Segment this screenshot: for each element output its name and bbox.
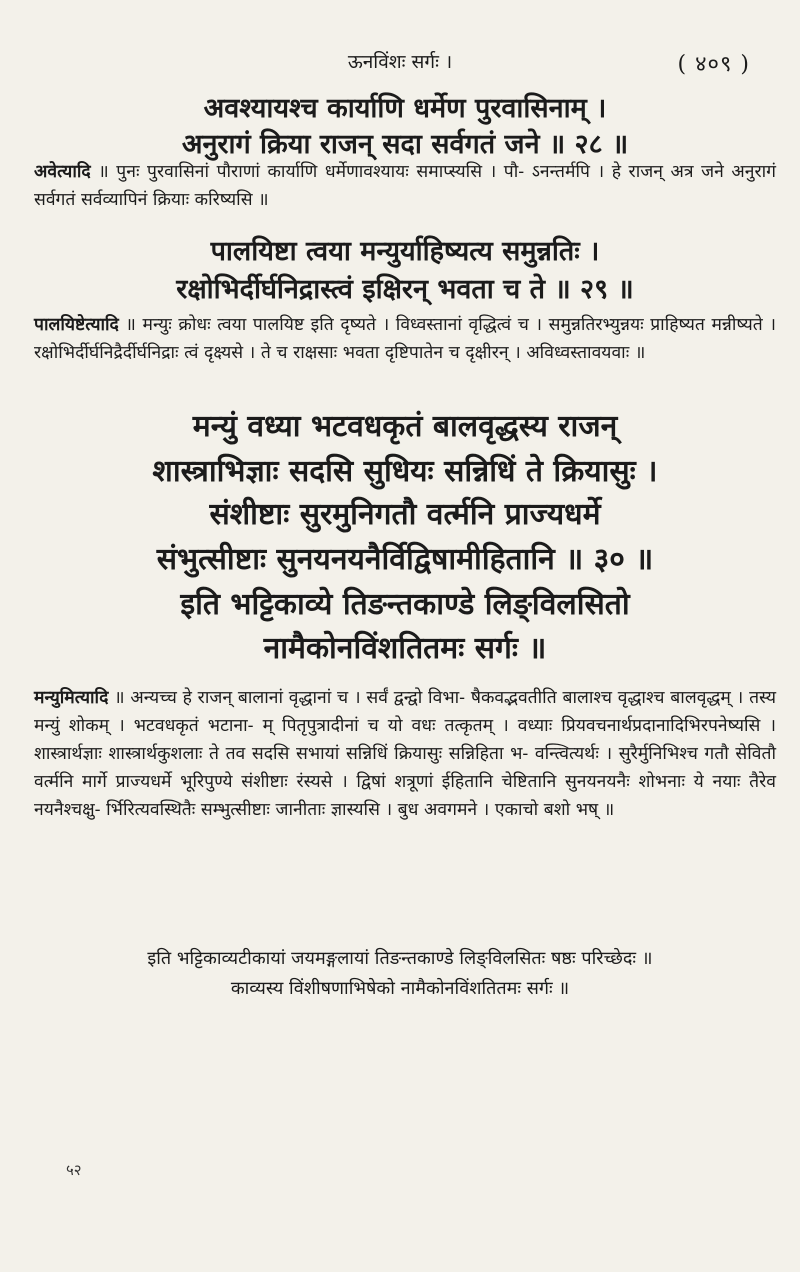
- commentary-colophon-line-1: इति भट्टिकाव्यटीकायां जयमङ्गलायां तिङन्तकाण्डे लिङ्विलसितः षष्ठः परिच्छेदः ॥: [147, 948, 653, 969]
- verse-30-line-1: पालयिष्टा त्वया मन्युर्याहिष्यत्य समुन्नतिः ।: [210, 236, 600, 267]
- page-number: ( ४०९ ): [677, 52, 750, 77]
- verse-31-line-2: शास्त्राभिज्ञाः सदसि सुधियः सन्निधिं ते क्रियासुः ।: [152, 454, 658, 489]
- canto-colophon-line-1: इति भट्टिकाव्ये तिङन्तकाण्डे लिङ्विलसितो: [180, 587, 630, 622]
- verse-29-line-2: अनुरागं क्रिया राजन् सदा सर्वगतं जने ॥ २८ ॥: [181, 129, 629, 160]
- commentary-keyword: मन्युमित्यादि: [34, 688, 109, 708]
- canto-colophon-line-2: नामैकोनविंशतितमः सर्गः ॥: [263, 631, 547, 666]
- chapter-title: ऊनविंशः सर्गः ।: [347, 51, 453, 73]
- commentary-colophon-line-2: काव्यस्य विंशीषणाभिषेको नामैकोनविंशतितमः सर्गः ॥: [230, 978, 570, 999]
- folio-signature: ५२: [66, 1161, 82, 1179]
- commentary-text: ॥ मन्युः क्रोधः त्वया पालयिष्ट इति दृष्यते । विध्वस्तानां वृद्धित्वं च । समुन्नतिरभ्युन्नयः प्राहिष्यत मन्नीष्यते । रक्षोभिर्दीर्घनिद्रैर्दीर्घनिद्राः त्वं दृक्ष्यसे । ते च राक्षसाः भवता दृष्टिपातेन च दृक्षीरन् । अविध्वस्तावयवाः ॥: [34, 315, 776, 363]
- verse-29-line-1: अवश्यायश्च कार्याणि धर्मेण पुरवासिनाम् ।: [203, 93, 607, 124]
- commentary-keyword: अवेत्यादि: [34, 162, 91, 182]
- verse-31-line-3: संशीष्टाः सुरमुनिगतौ वर्त्मनि प्राज्यधर्मे: [209, 497, 601, 532]
- commentary-29: [34, 158, 776, 214]
- commentary-keyword: पालयिष्टेत्यादि: [34, 315, 119, 335]
- verse-31-line-1: मन्युं वध्या भटवधकृतं बालवृद्धस्य राजन्: [192, 409, 618, 444]
- commentary-text: ॥ पुनः पुरवासिनां पौराणां कार्याणि धर्मेणावश्यायः समाप्स्यसि । पौ- ऽनन्तर्मपि । हे राजन् अत्र जने अनुरागं सर्वगतं सर्वव्यापिनं क्रियाः करिष्यसि ॥: [34, 162, 776, 210]
- commentary-30: [34, 311, 776, 367]
- verse-30-line-2: रक्षोभिर्दीर्घनिद्रास्त्वं इक्षिरन् भवता च ते ॥ २९ ॥: [176, 274, 634, 305]
- running-header: [0, 40, 800, 80]
- verse-31-line-4: संभुत्सीष्टाः सुनयनयनैर्विद्विषामीहितानि ॥ ३० ॥: [156, 542, 654, 577]
- commentary-text: ॥ अन्यच्च हे राजन् बालानां वृद्धानां च । सर्वं द्वन्द्वो विभा- षैकवद्भवतीति बालाश्च वृद्धाश्च बालवृद्धम् । तस्य मन्युं शोकम् । भटवधकृतं भटाना- म् पितृपुत्रादीनां च यो वधः तत्कृतम् । वध्याः प्रियवचनार्थप्रदानादिभिरपनेष्यसि । शास्त्रार्थज्ञाः शास्त्रार्थकुशलाः ते तव सदसि सभायां सन्निधिं क्रियासुः सन्निहिता भ- वन्त्वित्यर्थः । सुरैर्मुनिभिश्च गतौ सेवितौ वर्त्मनि मार्गे प्राज्यधर्मे भूरिपुण्ये संशीष्टाः रंस्यसे । द्विषां शत्रूणां ईहितानि चेष्टितानि सुनयनयनैः शोभनाः ये नयाः तैरेव नयनैश्चक्षु- र्भिरित्यवस्थितैः सम्भुत्सीष्टाः जानीताः ज्ञास्यसि । बुध अवगमने । एकाचो बशो भष् ॥: [34, 688, 776, 820]
- commentary-31: [34, 684, 776, 824]
